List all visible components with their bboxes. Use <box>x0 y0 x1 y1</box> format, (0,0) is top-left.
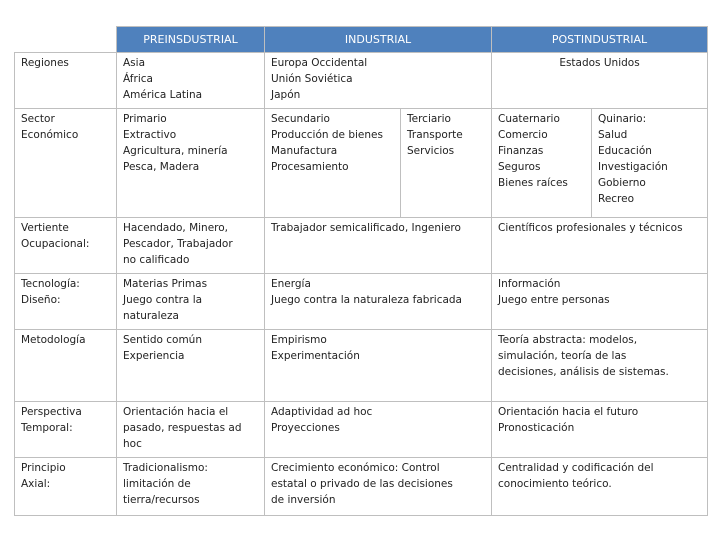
row-tecnologia <box>15 274 708 330</box>
cell-vertiente-pre: Hacendado, Minero, Pescador, Trabajador no calificado <box>117 218 265 274</box>
header-row <box>15 27 708 53</box>
row-label-perspectiva: Perspectiva Temporal: <box>15 402 117 458</box>
cell-principio-ind: Crecimiento económico: Control estatal o privado de las decisiones de inversión <box>265 458 492 516</box>
header-industrial: INDUSTRIAL <box>265 27 492 53</box>
cell-regiones-post: Estados Unidos <box>492 53 708 109</box>
cell-tecnologia-ind: Energía Juego contra la naturaleza fabricada <box>265 274 492 330</box>
cell-metodologia-pre: Sentido común Experiencia <box>117 330 265 402</box>
cell-metodologia-ind: Empirismo Experimentación <box>265 330 492 402</box>
cell-sector-post-quinario: Quinario: Salud Educación Investigación Gobierno Recreo <box>592 109 708 218</box>
header-postindustrial: POSTINDUSTRIAL <box>492 27 708 53</box>
comparison-table <box>14 26 708 516</box>
header-preindustrial: PREINSDUSTRIAL <box>117 27 265 53</box>
cell-sector-pre: Primario Extractivo Agricultura, minería Pesca, Madera <box>117 109 265 218</box>
row-label-metodologia: Metodología <box>15 330 117 402</box>
row-principio <box>15 458 708 516</box>
row-metodologia <box>15 330 708 402</box>
cell-perspectiva-pre: Orientación hacia el pasado, respuestas ad hoc <box>117 402 265 458</box>
row-label-sector: Sector Económico <box>15 109 117 218</box>
row-label-vertiente: Vertiente Ocupacional: <box>15 218 117 274</box>
cell-tecnologia-post: Información Juego entre personas <box>492 274 708 330</box>
cell-tecnologia-pre: Materias Primas Juego contra la naturaleza <box>117 274 265 330</box>
cell-regiones-ind: Europa Occidental Unión Soviética Japón <box>265 53 492 109</box>
cell-vertiente-ind: Trabajador semicalificado, Ingeniero <box>265 218 492 274</box>
cell-principio-pre: Tradicionalismo: limitación de tierra/recursos <box>117 458 265 516</box>
row-sector <box>15 109 708 218</box>
corner-cell <box>15 27 117 53</box>
cell-vertiente-post: Científicos profesionales y técnicos <box>492 218 708 274</box>
row-perspectiva <box>15 402 708 458</box>
cell-sector-ind-secundario: Secundario Producción de bienes Manufactura Procesamiento <box>265 109 401 218</box>
row-label-tecnologia: Tecnología: Diseño: <box>15 274 117 330</box>
cell-metodologia-post: Teoría abstracta: modelos, simulación, teoría de las decisiones, análisis de sistemas. <box>492 330 708 402</box>
row-vertiente <box>15 218 708 274</box>
cell-regiones-pre: Asia África América Latina <box>117 53 265 109</box>
cell-sector-ind-terciario: Terciario Transporte Servicios <box>401 109 492 218</box>
row-regiones <box>15 53 708 109</box>
cell-perspectiva-ind: Adaptividad ad hoc Proyecciones <box>265 402 492 458</box>
row-label-principio: Principio Axial: <box>15 458 117 516</box>
cell-principio-post: Centralidad y codificación del conocimiento teórico. <box>492 458 708 516</box>
cell-sector-post-cuaternario: Cuaternario Comercio Finanzas Seguros Bienes raíces <box>492 109 592 218</box>
cell-perspectiva-post: Orientación hacia el futuro Pronosticación <box>492 402 708 458</box>
row-label-regiones: Regiones <box>15 53 117 109</box>
